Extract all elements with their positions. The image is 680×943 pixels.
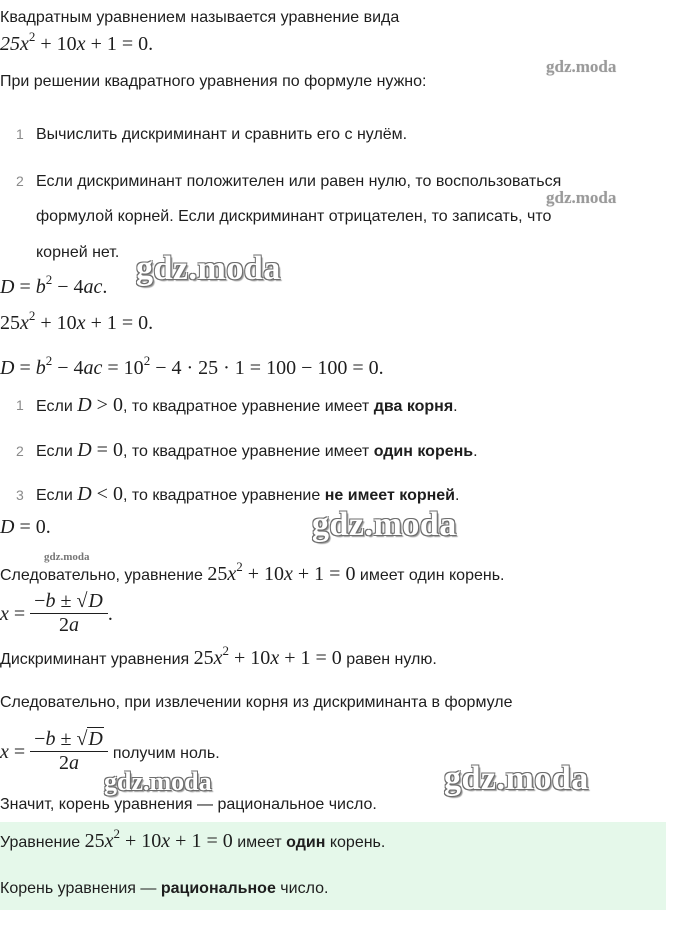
watermark-logo: gdz.moda bbox=[136, 250, 281, 287]
rational-conclusion: Значит, корень уравнения — рациональное число. bbox=[0, 796, 377, 813]
watermark-logo: gdz.moda bbox=[546, 57, 617, 76]
step-text-2b: формулой корней. Если дискриминант отрицателен, то записать, что bbox=[36, 208, 552, 225]
watermark-logo: gdz.moda bbox=[546, 188, 617, 207]
case-number-3: 3 bbox=[16, 487, 24, 503]
equation-restated: $25x^2 + 10x + 1 = 0$. bbox=[0, 308, 154, 334]
root-formula: x = $\frac{-b \pm √D}{2a}$ получим ноль. bbox=[0, 728, 220, 775]
intro-method-text: При решении квадратного уравнения по формуле нужно: bbox=[0, 73, 427, 90]
answer-block bbox=[0, 822, 666, 910]
discriminant-zero-text: Дискриминант уравнения $25x^2 + 10x + 1 = 0$ равен нулю. bbox=[0, 643, 437, 669]
case-text-2: Если D = 0, то квадратное уравнение имеет один корень. bbox=[36, 439, 478, 461]
watermark-logo: gdz.moda bbox=[444, 760, 589, 797]
step-text-1: Вычислить дискриминант и сравнить его с нулём. bbox=[36, 126, 408, 143]
extraction-text: Следовательно, при извлечении корня из дискриминанта в формуле bbox=[0, 694, 513, 711]
intro-definition-text: Квадратным уравнением называется уравнение вида bbox=[0, 9, 400, 26]
watermark-logo: gdz.moda bbox=[44, 551, 90, 563]
step-text-2a: Если дискриминант положителен или равен нулю, то воспользоваться bbox=[36, 173, 562, 190]
case-text-1: Если D > 0, то квадратное уравнение имеет два корня. bbox=[36, 394, 458, 416]
watermark-logo: gdz.moda bbox=[104, 767, 212, 796]
intro-equation: $25x^2 + 10x + 1 = 0$. bbox=[0, 29, 154, 55]
case-number-1: 1 bbox=[16, 397, 24, 413]
watermark-logo: gdz.moda bbox=[312, 506, 457, 543]
discriminant-calculation: $D = b^2 - 4ac = 10^2 - 4 \cdot 25 \cdot 1 = 100 - 100 = 0$. bbox=[0, 353, 384, 379]
case-number-2: 2 bbox=[16, 443, 24, 459]
step-number-1: 1 bbox=[16, 126, 24, 142]
step-number-2: 2 bbox=[16, 173, 24, 189]
case-text-3: Если D < 0, то квадратное уравнение не имеет корней. bbox=[36, 483, 460, 505]
root-formula-cropped: x = $\frac{-b \pm √D}{2a}$ . bbox=[0, 590, 113, 637]
d-equals-zero: D = 0. bbox=[0, 516, 51, 538]
answer-line-1: Уравнение $25x^2 + 10x + 1 = 0$ имеет один корень. bbox=[0, 826, 386, 852]
consequence-text: Следовательно, уравнение $25x^2 + 10x + 1 = 0$ имеет один корень. bbox=[0, 559, 505, 585]
step-text-2c: корней нет. bbox=[36, 244, 120, 261]
answer-line-2: Корень уравнения — рациональное число. bbox=[0, 880, 329, 897]
discriminant-definition: $D = b^2 - 4ac$. bbox=[0, 272, 108, 298]
